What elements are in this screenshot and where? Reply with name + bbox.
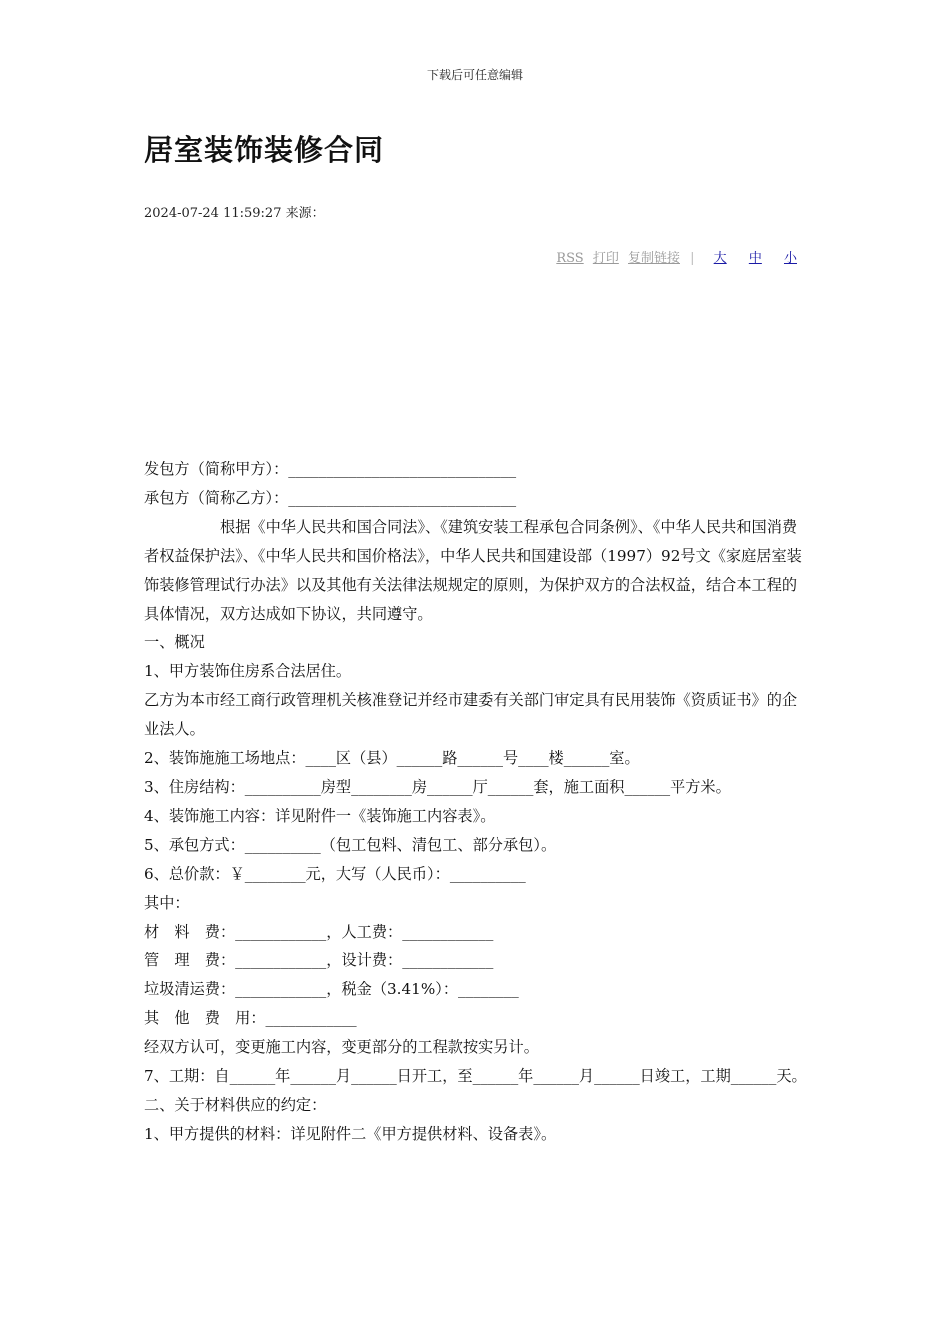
- preamble-paragraph: 根据《中华人民共和国合同法》、《建筑安装工程承包合同条例》、《中华人民共和国消费者权益保护法》、《中华人民共和国价格法》，中华人民共和国建设部（1997）92号文《家庭居室装饰装修管理试行办法》以及其他有关法律法规规定的原则，为保护双方的合法权益，结合本工程的具体情况，双方达成如下协议，共同遵守。: [144, 517, 802, 623]
- fee-line: 管 理 费：____________，设计费：____________: [144, 951, 494, 970]
- font-size-large-link[interactable]: 大: [713, 251, 727, 266]
- party-b-line: 承包方（简称乙方）：______________________________: [144, 488, 517, 507]
- party-a-line: 发包方（简称甲方）：______________________________: [144, 460, 517, 478]
- fee-line: 材 料 费：____________，人工费：____________: [144, 922, 494, 941]
- clause-line: 4、装饰施工内容：详见附件一《装饰施工内容表》。: [144, 806, 496, 825]
- copy-link-link[interactable]: 复制链接: [627, 251, 680, 266]
- font-size-medium-link[interactable]: 中: [748, 251, 762, 266]
- clause-line: 7、工期：自______年______月______日开工，至______年______月______日竣工，工期______天。: [144, 1067, 807, 1086]
- article-toolbar: [551, 247, 806, 266]
- clause-line: 乙方为本市经工商行政管理机关核准登记并经市建委有关部门审定具有民用装饰《资质证书》的企业法人。: [144, 691, 798, 739]
- clause-line: 1、甲方提供的材料：详见附件二《甲方提供材料、设备表》。: [144, 1124, 557, 1143]
- clause-line: 1、甲方装饰住房系合法居住。: [144, 662, 352, 681]
- publish-meta: 2024-07-24 11:59:27 来源：: [144, 206, 325, 221]
- clause-line: 经双方认可，变更施工内容，变更部分的工程款按实另计。: [144, 1038, 539, 1057]
- fee-line: 其 他 费 用：____________: [144, 1009, 357, 1028]
- section-heading: 一、概况: [144, 633, 205, 652]
- rss-link[interactable]: RSS: [556, 251, 584, 266]
- contract-body: [144, 455, 808, 1149]
- clause-line: 6、总价款：￥________元，大写（人民币）：__________: [144, 864, 526, 883]
- clause-line: 3、住房结构：__________房型________房______厅______套，施工面积______平方米。: [144, 777, 731, 796]
- clause-line: 2、装饰施施工场地点：____区（县）______路______号____楼______室。: [144, 749, 640, 768]
- print-link[interactable]: 打印: [592, 251, 619, 266]
- clause-line: 5、承包方式：__________（包工包料、清包工、部分承包）。: [144, 835, 557, 854]
- font-size-small-link[interactable]: 小: [783, 251, 797, 266]
- toolbar-separator: |: [690, 251, 695, 266]
- fee-line: 垃圾清运费：____________，税金（3.41%）：________: [144, 980, 519, 999]
- section-heading: 二、关于材料供应的约定：: [144, 1095, 327, 1114]
- clause-line: 其中：: [144, 893, 190, 912]
- header-note: 下载后可任意编辑: [426, 68, 523, 82]
- page-title: 居室装饰装修合同: [144, 133, 385, 167]
